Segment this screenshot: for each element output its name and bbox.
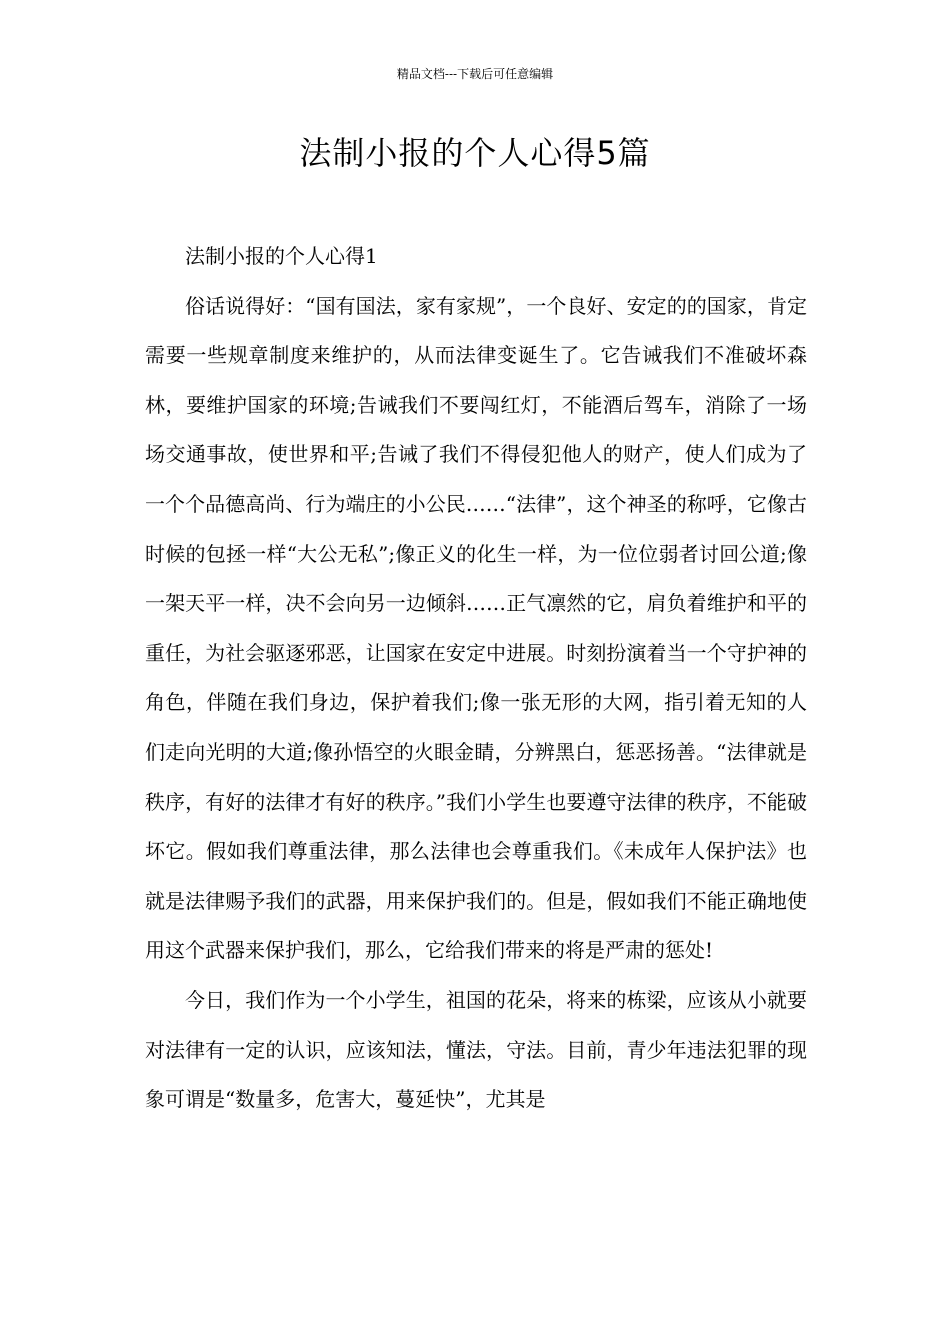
page-header-note: 精品文档---下载后可任意编辑 xyxy=(396,67,554,81)
body-paragraph: 俗话说得好：“国有国法，家有家规”，一个良好、安定的的国家，肯定需要一些规章制度来维护的，从而法律变诞生了。它告诫我们不准破坏森林，要维护国家的环境;告诫我们不要闯红灯，不能酒后驾车，消除了一场场交通事故，使世界和平;告诫了我们不得侵犯他人的财产，使人们成为了一个个品德高尚、行为端庄的小公民……“法律”，这个神圣的称呼，它像古时候的包拯一样“大公无私”;像正义的化生一样，为一位位弱者讨回公道;像一架天平一样，决不会向另一边倾斜……正气凛然的它，肩负着维护和平的重任，为社会驱逐邪恶，让国家在安定中进展。时刻扮演着当一个守护神的角色，伴随在我们身边，保护着我们;像一张无形的大网，指引着无知的人们走向光明的大道;像孙悟空的火眼金睛，分辨黑白，惩恶扬善。“法律就是秩序，有好的法律才有好的秩序。”我们小学生也要遵守法律的秩序，不能破坏它。假如我们尊重法律，那么法律也会尊重我们。《未成年人保护法》也就是法律赐予我们的武器，用来保护我们的。但是，假如我们不能正确地使用这个武器来保护我们，那么，它给我们带来的将是严肃的惩处! xyxy=(145,293,807,963)
section-heading: 法制小报的个人心得1 xyxy=(185,244,378,268)
document-title: 法制小报的个人心得5篇 xyxy=(299,134,651,172)
body-paragraph: 今日，我们作为一个小学生，祖国的花朵，将来的栋梁，应该从小就要对法律有一定的认识，应该知法，懂法，守法。目前，青少年违法犯罪的现象可谓是“数量多，危害大，蔓延快”，尤其是 xyxy=(145,987,807,1112)
document-body xyxy=(145,232,807,1125)
